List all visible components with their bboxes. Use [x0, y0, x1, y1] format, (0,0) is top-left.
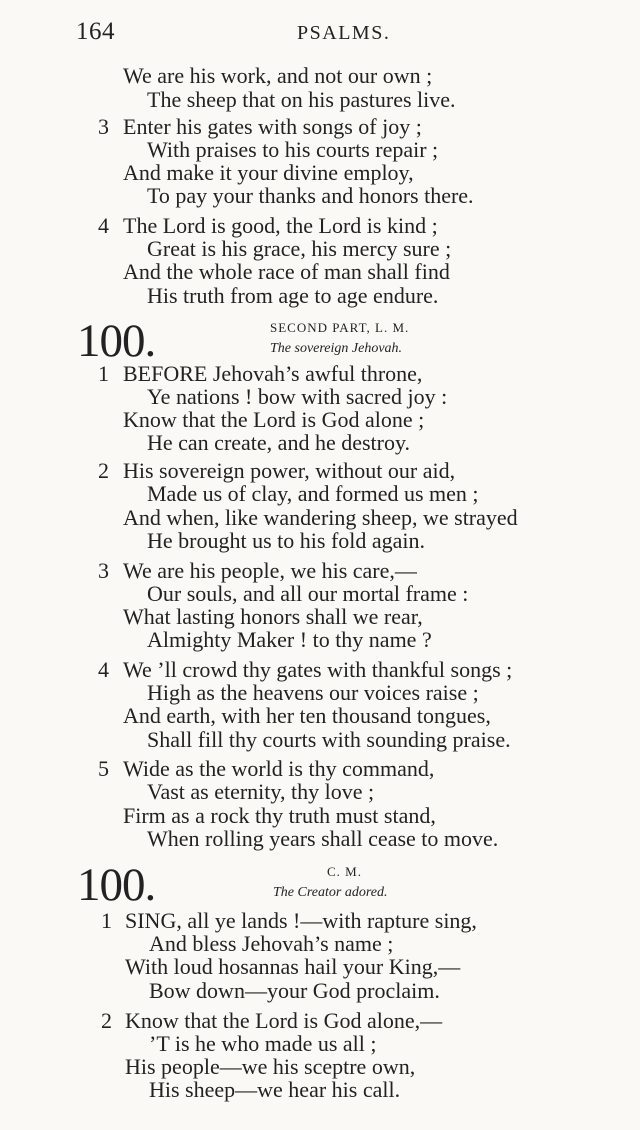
verse-line: Great is his grace, his mercy sure ; — [147, 236, 452, 261]
verse-line: He can create, and he destroy. — [147, 430, 411, 455]
verse-line: With praises to his courts repair ; — [147, 137, 439, 162]
verse-line: And bless Jehovah’s name ; — [149, 931, 394, 956]
verse-line: And make it your divine employ, — [123, 160, 414, 185]
verse-line: The sheep that on his pastures live. — [147, 87, 456, 112]
verse-line: Know that the Lord is God alone,— — [125, 1008, 443, 1033]
hymn-meter: C. M. — [327, 864, 362, 879]
verse-line: To pay your thanks and honors there. — [147, 183, 474, 208]
stanza-number: 3 — [98, 114, 109, 139]
verse-line: ’T is he who made us all ; — [149, 1031, 377, 1056]
verse-line: With loud hosannas hail your King,— — [125, 954, 461, 979]
stanza-number: 2 — [101, 1008, 112, 1033]
hymn-subtitle: The sovereign Jehovah. — [270, 341, 403, 356]
psalm-number: 100. — [77, 315, 156, 367]
verse-line: And the whole race of man shall find — [123, 259, 450, 284]
verse-line: Know that the Lord is God alone ; — [123, 407, 425, 432]
verse-line: Wide as the world is thy command, — [123, 756, 435, 781]
verse-line: Enter his gates with songs of joy ; — [123, 114, 422, 139]
verse-line: Bow down—your God proclaim. — [149, 978, 440, 1003]
verse-line: Firm as a rock thy truth must stand, — [123, 803, 436, 828]
verse-line: And earth, with her ten thousand tongues, — [123, 703, 491, 728]
stanza-number: 4 — [98, 213, 109, 238]
stanza-number: 4 — [98, 657, 109, 682]
stanza-number: 1 — [101, 908, 112, 933]
verse-line: The Lord is good, the Lord is kind ; — [123, 213, 438, 238]
verse-line: Made us of clay, and formed us men ; — [147, 481, 479, 506]
stanza-number: 1 — [98, 361, 109, 386]
verse-line: Vast as eternity, thy love ; — [147, 779, 375, 804]
verse-line: And when, like wandering sheep, we strayed — [123, 505, 518, 530]
verse-line: We are his work, and not our own ; — [123, 63, 433, 88]
verse-line: Ye nations ! bow with sacred joy : — [147, 384, 448, 409]
stanza-number: 5 — [98, 756, 109, 781]
hymn-meter: SECOND PART, L. M. — [270, 320, 410, 335]
stanza-number: 2 — [98, 458, 109, 483]
verse-line: Almighty Maker ! to thy name ? — [147, 627, 432, 652]
psalm-number: 100. — [77, 859, 156, 911]
verse-line: His sheep—we hear his call. — [149, 1077, 401, 1102]
verse-line: His truth from age to age endure. — [147, 283, 439, 308]
verse-line: He brought us to his fold again. — [147, 528, 426, 553]
verse-line: His people—we his sceptre own, — [125, 1054, 416, 1079]
page-number: 164 — [76, 18, 115, 45]
verse-line: We are his people, we his care,— — [123, 558, 417, 583]
verse-line: We ’ll crowd thy gates with thankful songs ; — [123, 657, 513, 682]
verse-line: Shall fill thy courts with sounding praise. — [147, 727, 511, 752]
verse-line: High as the heavens our voices raise ; — [147, 680, 479, 705]
verse-line: Our souls, and all our mortal frame : — [147, 581, 469, 606]
verse-line: His sovereign power, without our aid, — [123, 458, 456, 483]
running-title: PSALMS. — [297, 22, 391, 44]
hymn-subtitle: The Creator adored. — [273, 885, 388, 900]
stanza-number: 3 — [98, 558, 109, 583]
verse-line: SING, all ye lands !—with rapture sing, — [125, 908, 477, 933]
verse-line: BEFORE Jehovah’s awful throne, — [123, 361, 423, 386]
verse-line: When rolling years shall cease to move. — [147, 826, 499, 851]
verse-line: What lasting honors shall we rear, — [123, 604, 423, 629]
